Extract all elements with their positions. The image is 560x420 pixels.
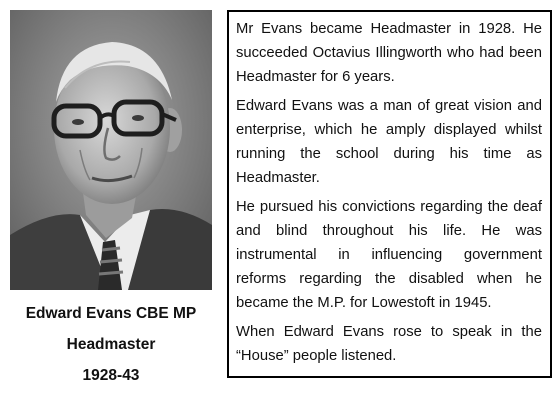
- tenure-years: 1928-43: [82, 367, 140, 384]
- biography-paragraph-4: When Edward Evans rose to speak in the “House” people listened.: [236, 324, 542, 364]
- portrait-illustration: [10, 10, 212, 290]
- biography-text-box: [227, 10, 552, 378]
- portrait-photo: [10, 10, 212, 290]
- person-name: Edward Evans CBE MP: [25, 305, 197, 322]
- biography-paragraph-1: Mr Evans became Headmaster in 1928. He succeeded Octavius Illingworth who had been Headmaster for 6 years.: [236, 21, 542, 85]
- biography-paragraph-3: He pursued his convictions regarding the deaf and blind throughout his life. He was instrumental in influencing government reforms regarding the disabled when he became the M.P. for Lowestoft in 1945.: [236, 199, 542, 311]
- photo-caption: [10, 298, 212, 391]
- person-role: Headmaster: [66, 336, 156, 353]
- biography-paragraph-2: Edward Evans was a man of great vision and enterprise, which he amply displayed whilst running the school during his time as Headmaster.: [236, 98, 542, 186]
